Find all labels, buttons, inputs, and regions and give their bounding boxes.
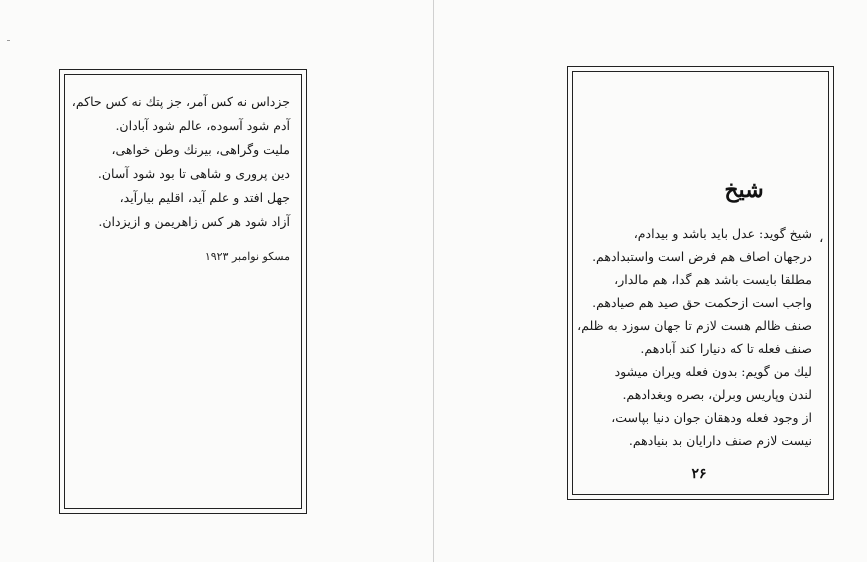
poem-line: دین پروری و شاهی تا بود شود آسان.	[97, 166, 290, 181]
poem-line: واجب است ازحکمت حق صید هم صیادهم.	[592, 295, 812, 310]
poem-date: مسکو نوامبر ۱۹۲۳	[204, 250, 290, 263]
right-page	[434, 0, 867, 562]
poem-title: شیخ	[724, 177, 764, 203]
page-number: ۲۶	[691, 466, 707, 482]
left-poem	[70, 86, 290, 236]
poem-line: نیست لازم صنف دارایان بد بنیادهم.	[628, 433, 812, 448]
poem-line: مطلقا بایست باشد هم گدا، هم مالدار،	[614, 272, 812, 287]
poem-line: صنف فعله تا که دنیارا کند آبادهم.	[640, 341, 812, 356]
right-poem	[572, 220, 812, 460]
margin-mark	[7, 40, 10, 41]
poem-line: درجهان اصاف هم فرض است واستبدادهم.	[592, 249, 812, 264]
poem-line: آزاد شود هر کس زاهریمن و ازیزدان.	[98, 214, 290, 229]
poem-line: آدم شود آسوده، عالم شود آبادان.	[115, 118, 290, 133]
poem-line: لیك من گویم: بدون فعله ویران میشود	[614, 364, 812, 379]
poem-line: جهل افتد و علم آید، اقلیم بیارآید،	[119, 190, 290, 205]
bullet-mark: ،	[819, 230, 824, 246]
poem-line: لندن وپاریس وبرلن، بصره وبغدادهم.	[622, 387, 812, 402]
poem-line: جزداس نه کس آمر، جز پتك نه کس حاکم،	[71, 94, 290, 109]
poem-line: شیخ گوید: عدل باید باشد و بیدادم،	[633, 226, 812, 241]
poem-line: از وجود فعله ودهقان جوان دنیا بپاست،	[611, 410, 812, 425]
poem-line: صنف ظالم هست لازم تا جهان سوزد به ظلم،	[577, 318, 812, 333]
poem-line: ملیت وگراهی، بیرنك وطن خواهی،	[111, 142, 290, 157]
